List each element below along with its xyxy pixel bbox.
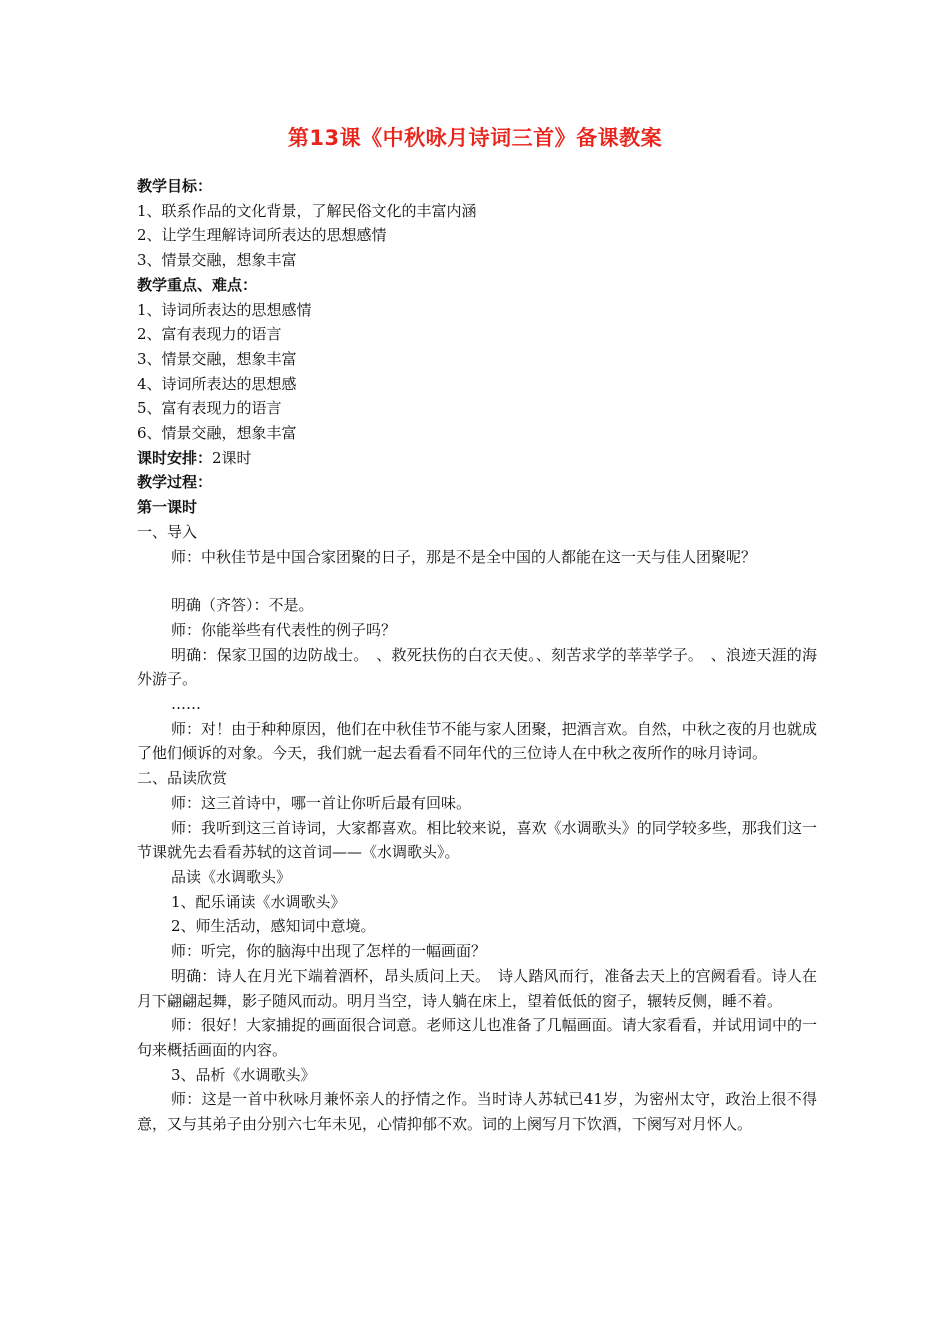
process-heading: 教学过程： <box>137 473 213 492</box>
paragraph: 师：对！由于种种原因，他们在中秋佳节不能与家人团聚，把酒言欢。自然，中秋之夜的月也就成了他们倾诉的对象。今天，我们就一起去看看不同年代的三位诗人在中秋之夜所作的咏月诗词。 <box>137 719 817 763</box>
key-point-item: 3、情景交融，想象丰富 <box>137 349 297 368</box>
paragraph: 师：你能举些有代表性的例子吗？ <box>171 620 397 639</box>
blank-line <box>137 569 817 593</box>
objective-item: 1、联系作品的文化背景，了解民俗文化的丰富内涵 <box>137 201 477 220</box>
key-point-item: 5、富有表现力的语言 <box>137 399 282 418</box>
paragraph: 品读《水调歌头》 <box>171 867 292 886</box>
paragraph: 明确（齐答）：不是。 <box>171 596 314 615</box>
objective-item: 2、让学生理解诗词所表达的思想感情 <box>137 226 387 245</box>
objective-item: 3、情景交融，想象丰富 <box>137 251 297 270</box>
key-points-heading: 教学重点、难点： <box>137 275 258 294</box>
schedule-line <box>137 446 817 471</box>
paragraph: 师：听完，你的脑海中出现了怎样的一幅画面？ <box>171 942 487 961</box>
schedule-value: 2课时 <box>212 448 252 467</box>
key-point-item: 4、诗词所表达的思想感 <box>137 374 297 393</box>
lesson1-heading: 第一课时 <box>137 498 198 517</box>
section2-heading: 二、品读欣赏 <box>137 769 228 788</box>
section1-heading: 一、导入 <box>137 522 198 541</box>
key-point-item: 6、情景交融，想象丰富 <box>137 424 297 443</box>
paragraph: 明确：诗人在月光下端着酒杯，昂头质问上天。 诗人踏风而行，准备去天上的宫阙看看。诗人在月下翩翩起舞，影子随风而动。明月当空，诗人躺在床上，望着低低的窗子，辗转反侧，睡不着。 <box>137 966 817 1010</box>
paragraph: 师：这是一首中秋咏月兼怀亲人的抒情之作。当时诗人苏轼已41岁，为密州太守，政治上很不得意，又与其弟子由分别六七年未见，心情抑郁不欢。词的上阕写月下饮酒，下阕写对月怀人。 <box>137 1090 817 1134</box>
paragraph: 师：这三首诗中，哪一首让你听后最有回味。 <box>171 793 472 812</box>
schedule-heading: 课时安排： <box>137 448 213 467</box>
paragraph: 师：中秋佳节是中国合家团聚的日子，那是不是全中国的人都能在这一天与佳人团聚呢？ <box>171 547 757 566</box>
document-body <box>137 174 817 1137</box>
objectives-heading: 教学目标： <box>137 177 213 195</box>
paragraph: 3、品析《水调歌头》 <box>171 1065 316 1084</box>
paragraph: 师：很好！大家捕捉的画面很合词意。老师这儿也准备了几幅画面。请大家看看，并试用词中的一句来概括画面的内容。 <box>137 1016 817 1059</box>
paragraph: 2、师生活动，感知词中意境。 <box>171 917 376 936</box>
document-title: 第13课《中秋咏月诗词三首》备课教案 <box>287 126 663 150</box>
ellipsis: …… <box>171 695 201 714</box>
paragraph: 1、配乐诵读《水调歌头》 <box>171 892 346 911</box>
paragraph: 明确：保家卫国的边防战士。 、救死扶伤的白衣天使。、刻苦求学的莘莘学子。 、浪迹天涯的海外游子。 <box>137 645 817 689</box>
key-point-item: 1、诗词所表达的思想感情 <box>137 300 312 319</box>
key-point-item: 2、富有表现力的语言 <box>137 325 282 344</box>
paragraph: 师：我听到这三首诗词，大家都喜欢。相比较来说，喜欢《水调歌头》的同学较多些，那我们这一节课就先去看看苏轼的这首词——《水调歌头》。 <box>137 818 817 862</box>
